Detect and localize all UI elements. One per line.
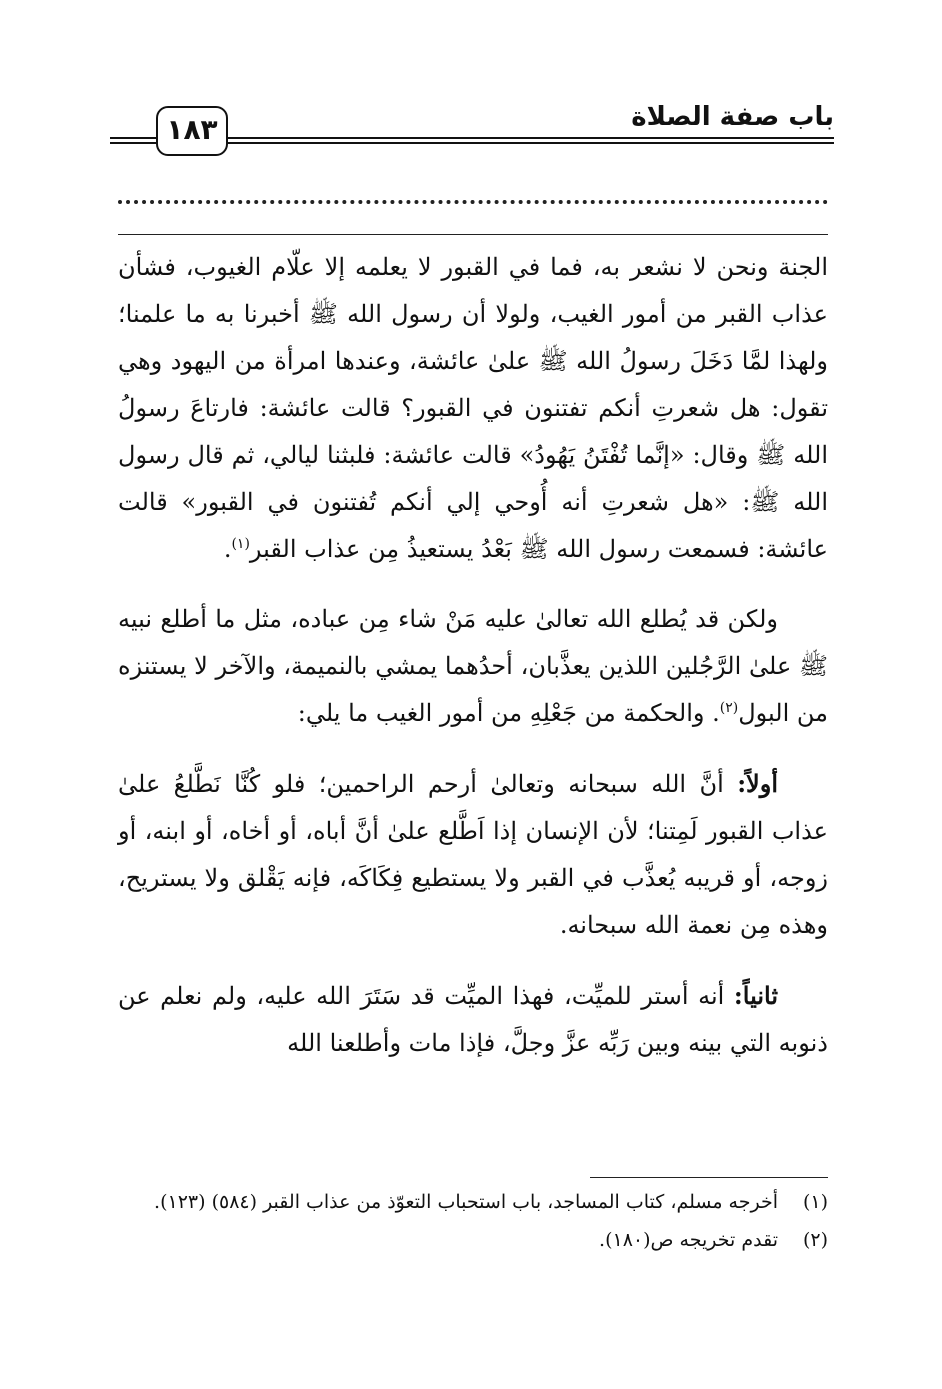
page-number: ١٨٣	[156, 106, 228, 156]
paragraph-2-end: . والحكمة من جَعْلِهِ من أمور الغيب ما يلي:	[297, 699, 720, 727]
top-rule	[118, 234, 828, 235]
footnote-2	[118, 1224, 828, 1256]
paragraph-2	[118, 596, 828, 737]
paragraph-1-end: .	[223, 535, 232, 563]
paragraph-2-text: ولكن قد يُطلع الله تعالىٰ عليه مَنْ شاء مِن عباده، مثل ما أطلع نبيه ﷺ علىٰ الرَّجُلين اللذين يعذَّبان، أحدُهما يمشي بالنميمة، والآخر لا يستنزه من البول	[118, 605, 828, 727]
footnote-1-number: (١)	[802, 1191, 828, 1213]
chapter-title: باب صفة الصلاة	[621, 102, 834, 132]
paragraph-1	[118, 244, 828, 573]
point-1-lead: أولاً:	[737, 769, 778, 798]
point-1-text: أنَّ الله سبحانه وتعالىٰ أرحم الراحمين؛ فلو كُنَّا نَطَّلعُ علىٰ عذاب القبور لَمِتنا؛ لأن الإنسان إذا اَطَّلع علىٰ أنَّ أباه، أو أخاه، أو ابنه، أو زوجه، أو قريبه يُعذَّب في القبر ولا يستطيع فِكَاكَه، فإنه يَقْلق ولا يستريح، وهذه مِن نعمة الله سبحانه.	[118, 770, 828, 939]
footnote-2-text: تقدم تخريجه ص(١٨٠).	[599, 1229, 778, 1251]
paragraph-4	[118, 972, 828, 1067]
page-header	[110, 100, 834, 160]
point-2-lead: ثانياً:	[733, 981, 778, 1010]
footnotes	[118, 1186, 828, 1262]
dotted-separator	[118, 186, 828, 204]
footnote-1-text: أخرجه مسلم، كتاب المساجد، باب استحباب التعوّذ من عذاب القبر (٥٨٤) (١٢٣).	[154, 1191, 778, 1213]
point-2-text: أنه أستر للميِّت، فهذا الميِّت قد سَتَرَ الله عليه، ولم نعلم عن ذنوبه التي بينه وبين رَبِّه عزَّ وجلَّ، فإذا مات وأطلعنا الله	[118, 982, 828, 1057]
footnote-ref-2: (٢)	[719, 700, 739, 716]
footnote-2-number: (٢)	[802, 1229, 828, 1251]
paragraph-1-text: الجنة ونحن لا نشعر به، فما في القبور لا يعلمه إلا علّام الغيوب، فشأن عذاب القبر من أمور الغيب، ولولا أن رسول الله ﷺ أخبرنا به ما علمنا؛ ولهذا لمَّا دَخَلَ رسولُ الله ﷺ علىٰ عائشة، وعندها امرأة من اليهود وهي تقول: هل شعرتِ أنكم تفتنون في القبور؟ قالت عائشة: فارتاعَ رسولُ الله ﷺ وقال: «إنَّما تُفْتَنُ يَهُودُ» قالت عائشة: فلبثنا ليالي، ثم قال رسول الله ﷺ: «هل شعرتِ أنه أُوحي إلي أنكم تُفتنون في القبور» قالت عائشة: فسمعت رسول الله ﷺ بَعْدُ يستعيذُ مِن عذاب القبر	[118, 253, 829, 563]
footnote-rule	[590, 1177, 828, 1178]
main-text	[118, 244, 828, 1090]
footnote-1	[118, 1186, 828, 1218]
footnote-ref-1: (١)	[231, 536, 250, 552]
paragraph-3	[118, 760, 828, 949]
